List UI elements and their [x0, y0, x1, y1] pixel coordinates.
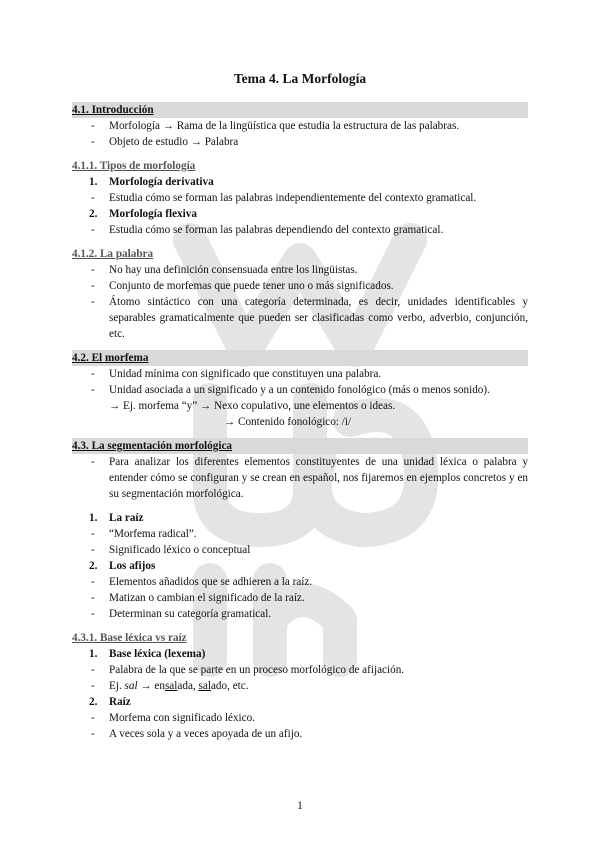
example-affix: ada — [177, 680, 193, 692]
list-item: - Determinan su categoría gramatical. — [72, 606, 528, 622]
sub-list — [72, 574, 528, 622]
item-number: 1. — [89, 648, 98, 660]
section-4-1-1 — [72, 158, 528, 238]
list-item: - Objeto de estudio → Palabra — [72, 134, 528, 150]
numbered-item — [72, 174, 528, 190]
list-item: - A veces sola y a veces apoyada de un afijo. — [72, 726, 528, 742]
section-4-3-1 — [72, 630, 528, 742]
item-number: 2. — [89, 560, 98, 572]
section-4-3-intro — [72, 454, 528, 502]
list-item: - No hay una definición consensuada entre los lingüistas. — [72, 262, 528, 278]
item-title: Morfología derivativa — [109, 176, 214, 188]
list-item: - Estudia cómo se forman las palabras independientemente del contexto gramatical. — [72, 190, 528, 206]
numbered-item — [72, 646, 528, 662]
document-body — [72, 70, 528, 742]
item-title: Morfología flexiva — [109, 208, 197, 220]
example-item — [72, 678, 528, 694]
numbered-item — [72, 206, 528, 222]
sub-list — [72, 190, 528, 206]
page-number: 1 — [297, 800, 303, 812]
sub-list — [72, 662, 528, 694]
section-4-1-2-list — [72, 262, 528, 342]
list-item: - Matizan o cambian el significado de la raíz. — [72, 590, 528, 606]
list-item: - Unidad asociada a un significado y a un contenido fonológico (más o menos sonido). — [72, 382, 528, 398]
example-root: sal — [164, 680, 178, 692]
example-end: , etc. — [227, 680, 249, 692]
section-heading-4-2 — [72, 350, 528, 366]
section-heading-4-3-text: 4.3. La segmentación morfológica — [72, 440, 233, 452]
item-title: Raíz — [109, 696, 131, 708]
numbered-item — [72, 510, 528, 526]
example-word: sal — [124, 680, 138, 692]
sub-list — [72, 222, 528, 238]
numbered-item — [72, 558, 528, 574]
numbered-item — [72, 694, 528, 710]
section-heading-4-1-2: 4.1.2. La palabra — [72, 248, 154, 260]
section-4-3 — [72, 438, 528, 622]
list-item: - Átomo sintáctico con una categoría determinada, es decir, unidades identificables y separables gramaticalmente que pueden ser clasificadas como verbo, adverbio, conjunción, etc. — [72, 294, 528, 342]
item-number: 1. — [89, 512, 98, 524]
section-heading-4-1-1: 4.1.1. Tipos de morfología — [72, 160, 196, 172]
spacer — [72, 502, 528, 510]
list-item: - “Morfema radical”. — [72, 526, 528, 542]
sub-list — [72, 526, 528, 558]
list-item: - Morfología → Rama de la lingüística que estudia la estructura de las palabras. — [72, 118, 528, 134]
section-heading-4-2-text: 4.2. El morfema — [72, 352, 149, 364]
item-number: 1. — [89, 176, 98, 188]
sub-list — [72, 710, 528, 742]
item-title: La raíz — [109, 512, 144, 524]
section-4-2-list — [72, 366, 528, 398]
item-title: Los afijos — [109, 560, 156, 572]
section-4-1-list — [72, 118, 528, 150]
list-item: - Morfema con significado léxico. — [72, 710, 528, 726]
item-number: 2. — [89, 208, 98, 220]
item-title: Base léxica (lexema) — [109, 648, 206, 660]
page-title: Tema 4. La Morfología — [233, 71, 367, 86]
list-item: - Significado léxico o conceptual — [72, 542, 528, 558]
section-heading-4-1-text: 4.1. Introducción — [72, 104, 154, 116]
example-line: → Ej. morfema “y” → Nexo copulativo, une elementos o ideas. — [109, 400, 396, 412]
section-4-1 — [72, 102, 528, 150]
section-4-2 — [72, 350, 528, 430]
section-4-1-2 — [72, 246, 528, 342]
list-item: - Estudia cómo se forman las palabras dependiendo del contexto gramatical. — [72, 222, 528, 238]
list-item: - Elementos añadidos que se adhieren a la raíz. — [72, 574, 528, 590]
item-number: 2. — [89, 696, 98, 708]
list-item: - Para analizar los diferentes elementos constituyentes de una unidad léxica o palabra y entender cómo se configuran y se crean en español, nos fijaremos en ejemplos concretos y en su segmentación morfológica. — [72, 454, 528, 502]
list-item: - Unidad mínima con significado que constituyen una palabra. — [72, 366, 528, 382]
example-affix: ado — [210, 680, 228, 692]
example-line: → Contenido fonológico: /i/ — [224, 416, 352, 428]
section-heading-4-3-1: 4.3.1. Base léxica vs raíz — [72, 632, 187, 644]
section-heading-4-3 — [72, 438, 528, 454]
example-prefix: Ej. — [109, 680, 125, 692]
example-root: sal — [198, 680, 211, 692]
example-affix: en — [154, 680, 165, 692]
list-item: - Conjunto de morfemas que puede tener uno o más significados. — [72, 278, 528, 294]
example-separator: , — [192, 680, 199, 692]
section-heading-4-1 — [72, 102, 528, 118]
list-item: - Palabra de la que se parte en un proceso morfológico de afijación. — [72, 662, 528, 678]
example-arrow: → — [137, 680, 155, 692]
